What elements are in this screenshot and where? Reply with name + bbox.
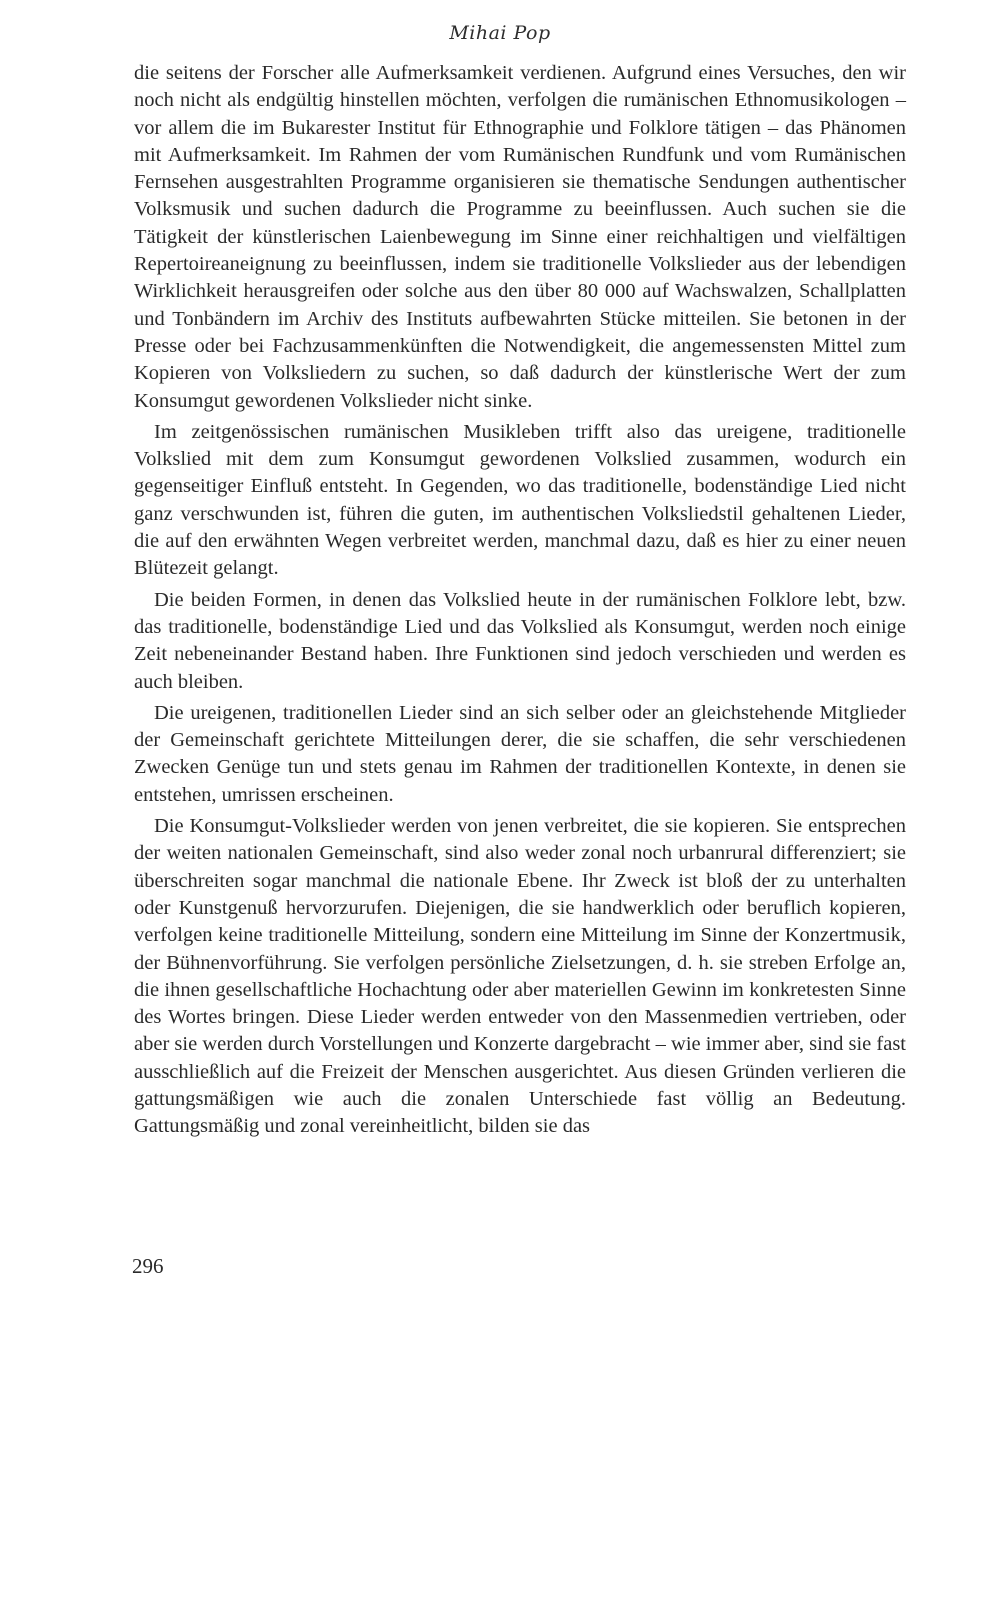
running-head-author: Mihai Pop bbox=[449, 22, 551, 44]
paragraph: Die ureigenen, traditionellen Lieder sind an sich selber oder an gleichstehende Mitglieder der Gemeinschaft gerichtete Mitteilungen derer, die sie schaffen, die sehr verschiedenen Zwecken Genüge tun und stets genau im Rahmen der traditionellen Kontexte, in denen sie entstehen, umrissen erscheinen. bbox=[134, 701, 906, 806]
paragraph: Die Konsumgut-Volkslieder werden von jenen verbreitet, die sie kopieren. Sie entsprechen der weiten nationalen Gemeinschaft, sind also weder zonal noch urbanrural differenziert; sie überschreiten sogar manchmal die nationale Ebene. Ihr Zweck ist bloß der zu unterhalten oder Kunstgenuß hervorzurufen. Diejenigen, die sie handwerklich oder beruflich kopieren, verfolgen keine traditionelle Mitteilung, sondern eine Mitteilung im Sinne der Konzertmusik, der Bühnenvorführung. Sie verfolgen persönliche Zielsetzungen, d. h. sie streben Erfolge an, die ihnen gesellschaftliche Hochachtung oder aber materiellen Gewinn im konkretesten Sinne des Wortes bringen. Diese Lieder werden entweder von den Massenmedien vertrieben, oder aber sie werden durch Vorstellungen und Konzerte dargebracht – wie immer aber, sind sie fast ausschließlich auf die Freizeit der Menschen ausgerichtet. Aus diesen Gründen verlieren die gattungsmäßigen wie auch die zonalen Unterschiede fast völlig an Bedeutung. Gattungsmäßig und zonal vereinheitlicht, bilden sie das bbox=[134, 815, 906, 1138]
paragraph: Im zeitgenössischen rumänischen Musikleben trifft also das ureigene, traditionelle Volkslied mit dem zum Konsumgut gewordenen Volkslied zusammen, wodurch ein gegenseitiger Einfluß entsteht. In Gegenden, wo das traditionelle, bodenständige Lied nicht ganz verschwunden ist, führen die guten, im authentischen Volksliedstil gehaltenen Lieder, die auf den erwähnten Wegen verbreitet werden, manchmal dazu, daß es hier zu einer neuen Blütezeit gelangt. bbox=[134, 420, 906, 580]
paragraph-continued: die seitens der Forscher alle Aufmerksamkeit verdienen. Aufgrund eines Versuches, den wir noch nicht als endgültig hinstellen möchten, verfolgen die rumänischen Ethnomusikologen – vor allem die im Bukarester Institut für Ethnographie und Folklore tätigen – das Phänomen mit Aufmerksamkeit. Im Rahmen der vom Rumänischen Rundfunk und vom Rumänischen Fernsehen ausgestrahlten Programme organisieren sie thematische Sendungen authentischer Volksmusik und suchen dadurch die Programme zu beeinflussen. Auch suchen sie die Tätigkeit der künstlerischen Laienbewegung im Sinne einer reichhaltigen und vielfältigen Repertoireaneignung zu beeinflussen, indem sie traditionelle Volkslieder aus der lebendigen Wirklichkeit herausgreifen oder solche aus den über 80 000 auf Wachswalzen, Schallplatten und Tonbändern im Archiv des Instituts aufbewahrten Stücke mitteilen. Sie betonen in der Presse oder bei Fachzusammenkünften die Notwendigkeit, die angemessensten Mittel zum Kopieren von Volksliedern zu suchen, so daß dadurch der künstlerische Wert der zum Konsumgut gewordenen Volkslieder nicht sinke. bbox=[134, 62, 906, 412]
paragraph: Die beiden Formen, in denen das Volkslied heute in der rumänischen Folklore lebt, bzw. das traditionelle, bodenständige Lied und das Volkslied als Konsumgut, werden noch einige Zeit nebeneinander Bestand haben. Ihre Funktionen sind jedoch verschieden und werden es auch bleiben. bbox=[134, 588, 906, 693]
page-number: 296 bbox=[132, 1254, 164, 1278]
body-text bbox=[134, 60, 906, 1141]
